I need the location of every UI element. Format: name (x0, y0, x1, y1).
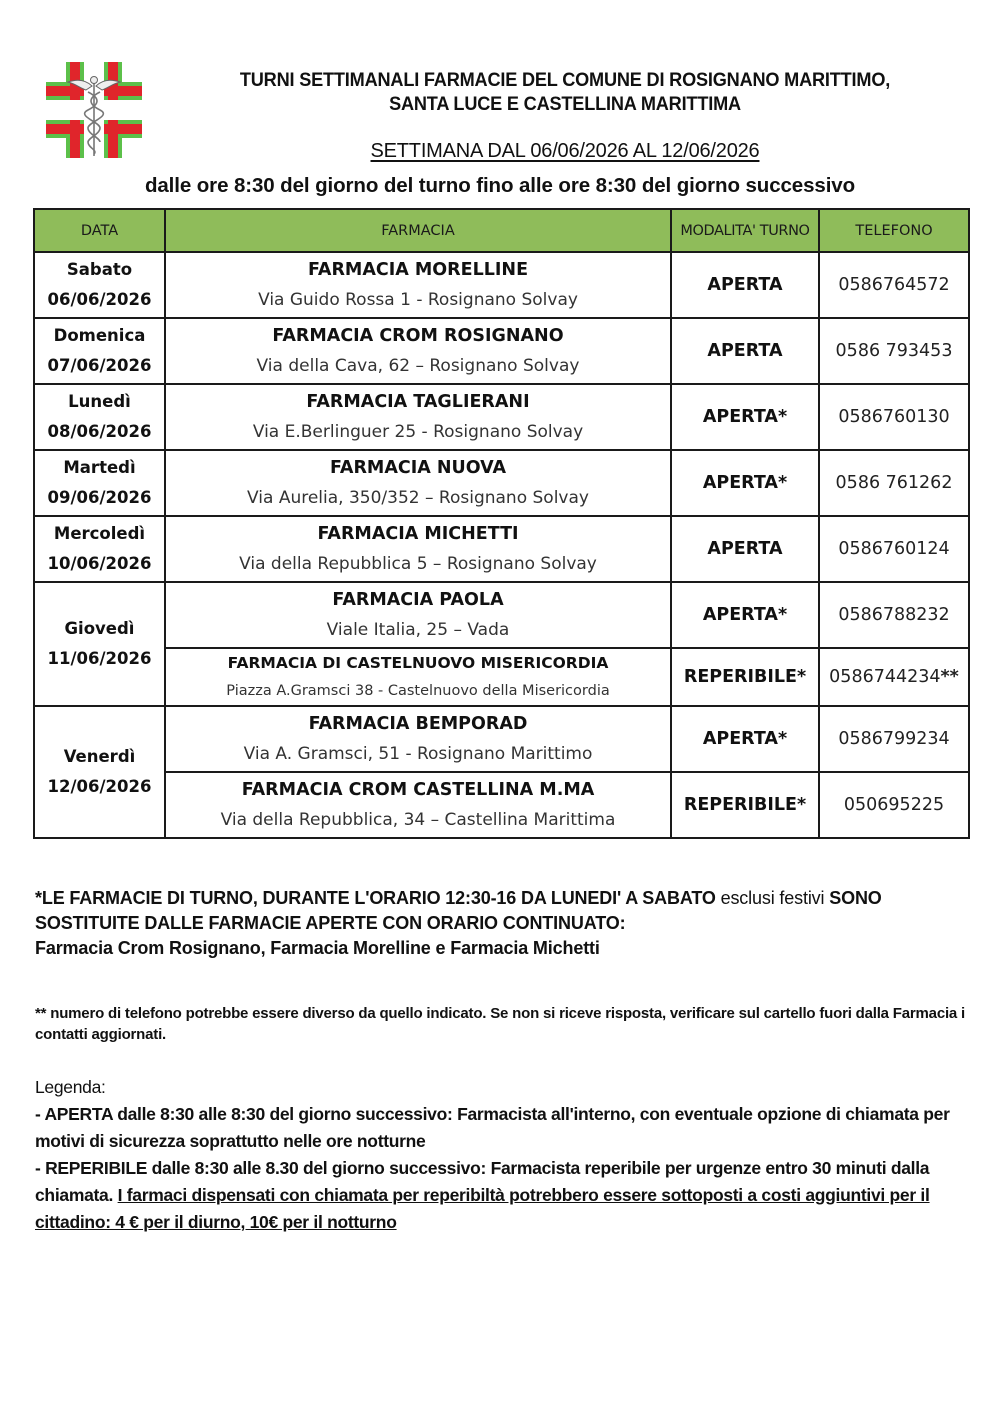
asterisk-note-part-1: *LE FARMACIE DI TURNO, DURANTE L'ORARIO 12:30-16 DA LUNEDI' A SABATO (35, 888, 716, 908)
asterisk-note-part-4: Farmacia Crom Rosignano, Farmacia Morelline e Farmacia Michetti (35, 938, 600, 958)
shift-mode: APERTA (671, 516, 819, 582)
date-cell (34, 450, 165, 516)
phone-number[interactable]: 0586760130 (838, 407, 950, 427)
day-date: 09/06/2026 (47, 488, 152, 507)
phone-footnote-marker: ** (940, 667, 959, 687)
phone-cell (819, 706, 969, 772)
phone-number[interactable]: 0586 793453 (835, 341, 953, 361)
phone-number[interactable]: 0586760124 (838, 539, 950, 559)
shift-mode: APERTA* (671, 582, 819, 648)
pharmacy-cell (165, 318, 671, 384)
day-name: Mercoledì (53, 524, 146, 543)
pharmacy-address: Via E.Berlinguer 25 - Rosignano Solvay (252, 422, 584, 442)
pharmacy-name: FARMACIA PAOLA (332, 590, 504, 610)
legend-desc-aperta: dalle 8:30 alle 8:30 del giorno successivo: Farmacista all'interno, con eventuale opzione di chiamata per motivi di sicurezza soprattutto nelle ore notturne (35, 1104, 950, 1151)
table-row (34, 384, 969, 450)
column-header-modalita: MODALITA' TURNO (671, 209, 819, 252)
pharmacy-address: Via della Repubblica 5 – Rosignano Solvay (239, 554, 597, 574)
pharmacy-name: FARMACIA MORELLINE (307, 260, 529, 280)
day-date: 06/06/2026 (47, 290, 152, 309)
pharmacy-cell (165, 252, 671, 318)
date-cell (34, 516, 165, 582)
shift-hours-subtitle: dalle ore 8:30 del giorno del turno fino alle ore 8:30 del giorno successivo (144, 174, 856, 197)
table-row (34, 582, 969, 648)
day-date: 08/06/2026 (47, 422, 152, 441)
phone-cell (819, 450, 969, 516)
phone-number[interactable]: 0586788232 (838, 605, 950, 625)
week-range: SETTIMANA DAL 06/06/2026 AL 12/06/2026 (370, 140, 760, 162)
pharmacy-shift-table (33, 208, 970, 839)
table-row (34, 450, 969, 516)
phone-cell (819, 252, 969, 318)
pharmacy-name: FARMACIA CROM CASTELLINA M.MA (241, 780, 595, 800)
pharmacy-name: FARMACIA CROM ROSIGNANO (272, 326, 564, 346)
phone-cell (819, 384, 969, 450)
day-name: Giovedì (64, 619, 135, 638)
phone-cell (819, 648, 969, 706)
phone-number[interactable]: 0586 761262 (835, 473, 953, 493)
table-row (34, 252, 969, 318)
day-name: Lunedì (68, 392, 131, 411)
pharmacy-cell (165, 706, 671, 772)
asterisk-note-part-2: esclusi festivi (715, 888, 830, 908)
shift-mode: APERTA* (671, 450, 819, 516)
pharmacy-cell (165, 582, 671, 648)
pharmacy-address: Via della Repubblica, 34 – Castellina Marittima (220, 810, 616, 830)
day-name: Sabato (66, 260, 133, 279)
asterisk-note-part-3: SONO SOSTITUITE DALLE FARMACIE APERTE CON ORARIO CONTINUATO: (35, 888, 882, 933)
column-header-data: DATA (34, 209, 165, 252)
phone-cell (819, 582, 969, 648)
day-name: Martedì (63, 458, 136, 477)
table-header-row (34, 209, 969, 252)
phone-cell (819, 318, 969, 384)
document-title (188, 68, 941, 116)
shift-mode: APERTA (671, 318, 819, 384)
pharmacy-name: FARMACIA BEMPORAD (308, 714, 528, 734)
table-row (34, 772, 969, 838)
phone-number[interactable]: 050695225 (843, 795, 945, 815)
shift-mode: APERTA* (671, 706, 819, 772)
pharmacy-cell (165, 772, 671, 838)
title-line-2: SANTA LUCE E CASTELLINA MARITTIMA (389, 93, 741, 115)
shift-mode: REPERIBILE* (671, 648, 819, 706)
pharmacy-name: FARMACIA NUOVA (329, 458, 507, 478)
pharmacy-cell (165, 648, 671, 706)
legend-term-aperta: - APERTA (35, 1104, 113, 1124)
double-asterisk-note: ** numero di telefono potrebbe essere diverso da quello indicato. Se non si riceve risposta, verificare sul cartello fuori dalla Farmacia i contatti aggiornati. (35, 1005, 966, 1043)
legend-reperibile-cost-note: I farmaci dispensati con chiamata per reperibiltà potrebbero essere sottoposti a costi aggiuntivi per il cittadino: 4 € per il diurno, 10€ per il notturno (35, 1185, 930, 1232)
table-row (34, 648, 969, 706)
pharmacy-cell (165, 450, 671, 516)
shift-mode: REPERIBILE* (671, 772, 819, 838)
column-header-farmacia: FARMACIA (165, 209, 671, 252)
table-row (34, 706, 969, 772)
shift-mode: APERTA* (671, 384, 819, 450)
pharmacy-address: Via Guido Rossa 1 - Rosignano Solvay (258, 290, 578, 310)
pharmacy-address: Via della Cava, 62 – Rosignano Solvay (256, 356, 580, 376)
phone-cell (819, 516, 969, 582)
title-line-1: TURNI SETTIMANALI FARMACIE DEL COMUNE DI ROSIGNANO MARITTIMO, (239, 69, 891, 91)
legend-item-aperta (35, 1101, 965, 1155)
date-cell (34, 582, 165, 706)
phone-number[interactable]: 0586764572 (838, 275, 950, 295)
date-cell (34, 384, 165, 450)
asterisk-note (35, 886, 965, 961)
day-name: Venerdì (63, 747, 136, 766)
table-row (34, 516, 969, 582)
legend (35, 1074, 965, 1236)
pharmacy-name: FARMACIA MICHETTI (317, 524, 519, 544)
day-date: 10/06/2026 (47, 554, 152, 573)
day-name: Domenica (53, 326, 146, 345)
day-date: 11/06/2026 (47, 649, 152, 668)
column-header-telefono: TELEFONO (819, 209, 969, 252)
day-date: 12/06/2026 (47, 777, 152, 796)
pharmacy-cell (165, 516, 671, 582)
legend-item-reperibile (35, 1155, 965, 1236)
pharmacy-address: Viale Italia, 25 – Vada (326, 620, 510, 640)
shift-mode: APERTA (671, 252, 819, 318)
date-cell (34, 252, 165, 318)
legend-term-reperibile: - REPERIBILE (35, 1158, 148, 1178)
date-cell (34, 706, 165, 838)
pharmacy-address: Via A. Gramsci, 51 - Rosignano Marittimo (243, 744, 593, 764)
pharmacy-cell (165, 384, 671, 450)
phone-number[interactable]: 0586744234 (829, 667, 941, 687)
pharmacy-address: Via Aurelia, 350/352 – Rosignano Solvay (247, 488, 589, 508)
phone-number[interactable]: 0586799234 (838, 729, 950, 749)
date-cell (34, 318, 165, 384)
phone-cell (819, 772, 969, 838)
pharmacy-name: FARMACIA TAGLIERANI (306, 392, 530, 412)
day-date: 07/06/2026 (47, 356, 152, 375)
pharmacy-name: FARMACIA DI CASTELNUOVO MISERICORDIA (227, 654, 609, 672)
pharmacy-address: Piazza A.Gramsci 38 - Castelnuovo della Misericordia (226, 683, 610, 699)
table-row (34, 318, 969, 384)
pharmacy-cross-caduceus-icon (46, 62, 142, 158)
legend-desc-reperibile: dalle 8:30 alle 8.30 del giorno successivo: Farmacista reperibile per urgenze entro 30 minuti dalla chiamata. (35, 1158, 930, 1205)
legend-title: Legenda: (35, 1077, 106, 1097)
